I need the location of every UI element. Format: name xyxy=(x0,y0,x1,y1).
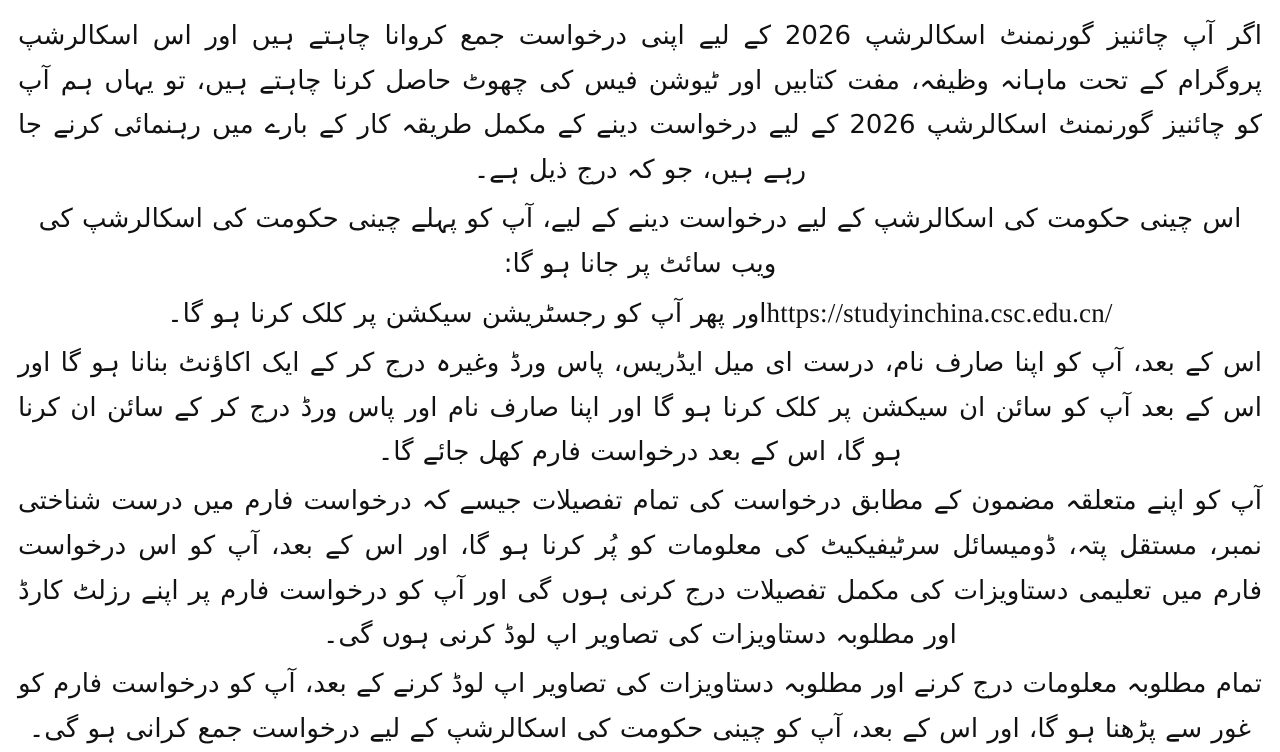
paragraph-form-details: آپ کو اپنے متعلقہ مضمون کے مطابق درخواست کی تمام تفصیلات جیسے کہ درخواست فارم میں درست شناختی نمبر، مستقل پتہ، ڈومیسائل سرٹیفیکیٹ کی معلومات کو پُر کرنا ہو گا، اور اس کے بعد، آپ کو اس درخواست فارم میں تعلیمی دستاویزات کی مکمل تفصیلات درج کرنی ہوں گی اور آپ کو درخواست فارم پر اپنے رزلٹ کارڈ اور مطلوبہ دستاویزات کی تصاویر اپ لوڈ کرنی ہوں گی۔ xyxy=(18,486,1262,651)
scholarship-website-link[interactable]: https://studyinchina.csc.edu.cn/ xyxy=(766,298,1113,329)
paragraph-registration-text: اور پھر آپ کو رجسٹریشن سیکشن پر کلک کرنا ہو گا۔ xyxy=(167,299,767,330)
paragraph-website-instruction: اس چینی حکومت کی اسکالرشپ کے لیے درخواست دینے کے لیے، آپ کو پہلے چینی حکومت کی اسکالرشپ کی ویب سائٹ پر جانا ہو گا: xyxy=(38,203,1242,279)
paragraph-submission: تمام مطلوبہ معلومات درج کرنے اور مطلوبہ دستاویزات کی تصاویر اپ لوڈ کرنے کے بعد، آپ کو درخواست فارم کو غور سے پڑھنا ہو گا، اور اس کے بعد، آپ کو چینی حکومت کی اسکالرشپ کے لیے درخواست جمع کرانی ہو گی۔ xyxy=(18,669,1262,744)
paragraph-account-creation: اس کے بعد، آپ کو اپنا صارف نام، درست ای میل ایڈریس، پاس ورڈ وغیرہ درج کر کے ایک اکاؤنٹ بنانا ہو گا اور اس کے بعد آپ کو سائن ان سیکشن پر کلک کرنا ہو گا اور اپنا صارف نام اور پاس ورڈ درج کر کے سائن ان کرنا ہو گا، اس کے بعد درخواست فارم کھل جائے گا۔ xyxy=(18,348,1262,468)
paragraph-intro: اگر آپ چائنیز گورنمنٹ اسکالرشپ 2026 کے لیے اپنی درخواست جمع کروانا چاہتے ہیں اور اس اسکالرشپ پروگرام کے تحت ماہانہ وظیفہ، مفت کتابیں اور ٹیوشن فیس کی چھوٹ حاصل کرنا چاہتے ہیں، تو یہاں ہم آپ کو چائنیز گورنمنٹ اسکالرشپ 2026 کے لیے درخواست دینے کے مکمل طریقہ کار کے بارے میں رہنمائی کرنے جا رہے ہیں، جو کہ درج ذیل ہے۔ xyxy=(18,21,1262,186)
paragraph-registration-line xyxy=(18,290,1262,337)
